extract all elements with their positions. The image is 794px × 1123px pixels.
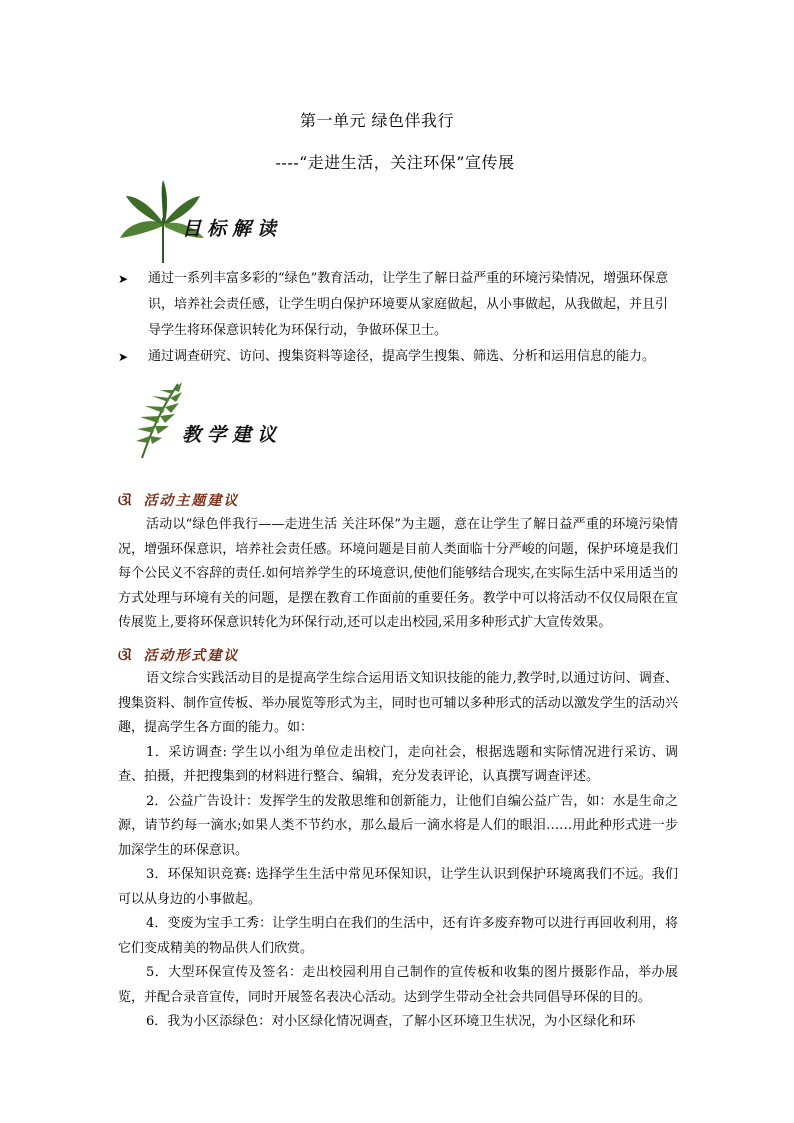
- goals-list: [118, 266, 678, 370]
- list-item: [118, 344, 678, 370]
- list-item: 4．变废为宝手工秀：让学生明白在我们的生活中，还有许多废弃物可以进行再回收利用，将它们变成精美的物品供人们欣赏。: [118, 916, 678, 956]
- theme-paragraph: [118, 513, 678, 636]
- list-item: 3．环保知识竞赛: 选择学生生活中常见环保知识，让学生认识到保护环境离我们不远。我们可以从身边的小事做起。: [118, 867, 678, 907]
- suggestions-banner: [130, 380, 330, 460]
- page-title: 第一单元 绿色伴我行: [299, 111, 455, 130]
- arrow-bullet-icon: ➤: [118, 350, 129, 364]
- page-subtitle: ----“走进生活，关注环保”宣传展: [275, 153, 515, 172]
- section-heading-format: [118, 645, 239, 665]
- list-item: 6．我为小区添绿色：对小区绿化情况调查，了解小区环境卫生状况，为小区绿化和环: [146, 1014, 636, 1029]
- section-heading-text: 活动主题建议: [143, 493, 240, 509]
- goal-text: 通过一系列丰富多彩的“绿色”教育活动，让学生了解日益严重的环境污染情况，增强环保意识，培养社会责任感，让学生明白保护环境要从家庭做起，从小事做起，从我做起，并且引导学生将环保意识转化为环保行动，争做环保卫士。: [148, 271, 669, 338]
- suggestions-banner-title: 教学建议: [182, 424, 283, 446]
- ornament-icon: ଔ: [118, 493, 134, 509]
- paragraph-text: 语文综合实践活动目的是提高学生综合运用语文知识技能的能力,教学时,以通过访问、调查、搜集资料、制作宣传板、举办展览等形式为主，同时也可辅以多种形式的活动以激发学生的活动兴趣，提高学生各方面的能力。如：: [118, 671, 678, 735]
- section-heading-theme: [118, 490, 239, 510]
- goals-banner-title: 目标解读: [182, 218, 283, 240]
- goals-banner: [118, 178, 318, 268]
- format-paragraphs: [118, 667, 678, 1035]
- arrow-bullet-icon: ➤: [118, 272, 129, 286]
- ornament-icon: ଔ: [118, 648, 134, 664]
- goal-text: 通过调查研究、访问、搜集资料等途径，提高学生搜集、筛选、分析和运用信息的能力。: [148, 349, 656, 364]
- list-item: 5．大型环保宣传及签名：走出校园利用自己制作的宣传板和收集的图片摄影作品，举办展览，并配合录音宣传，同时开展签名表决心活动。达到学生带动全社会共同倡导环保的目的。: [118, 965, 678, 1005]
- list-item: 2．公益广告设计：发挥学生的发散思维和创新能力，让他们自编公益广告，如：水是生命之源，请节约每一滴水;如果人类不节约水，那么最后一滴水将是人们的眼泪……用此种形式进一步加深学生的环保意识。: [118, 793, 678, 858]
- section-heading-text: 活动形式建议: [143, 648, 240, 664]
- list-item: 1．采访调查: 学生以小组为单位走出校门，走向社会，根据选题和实际情况进行采访、调查、拍摄，并把搜集到的材料进行整合、编辑，充分发表评论，认真撰写调查评述。: [118, 744, 678, 784]
- paragraph-text: 活动以“绿色伴我行——走进生活 关注环保”为主题，意在让学生了解日益严重的环境污染情况，增强环保意识，培养社会责任感。环境问题是目前人类面临十分严峻的问题，保护环境是我们每个公民义不容辞的责任.如何培养学生的环境意识,使他们能够结合现实,在实际生活中采用适当的方式处理与环境有关的问题，是摆在教育工作面前的重要任务。教学中可以将活动不仅仅局限在宣传展览上,要将环保意识转化为环保行动,还可以走出校园,采用多种形式扩大宣传效果。: [118, 517, 678, 630]
- list-item: [118, 266, 678, 344]
